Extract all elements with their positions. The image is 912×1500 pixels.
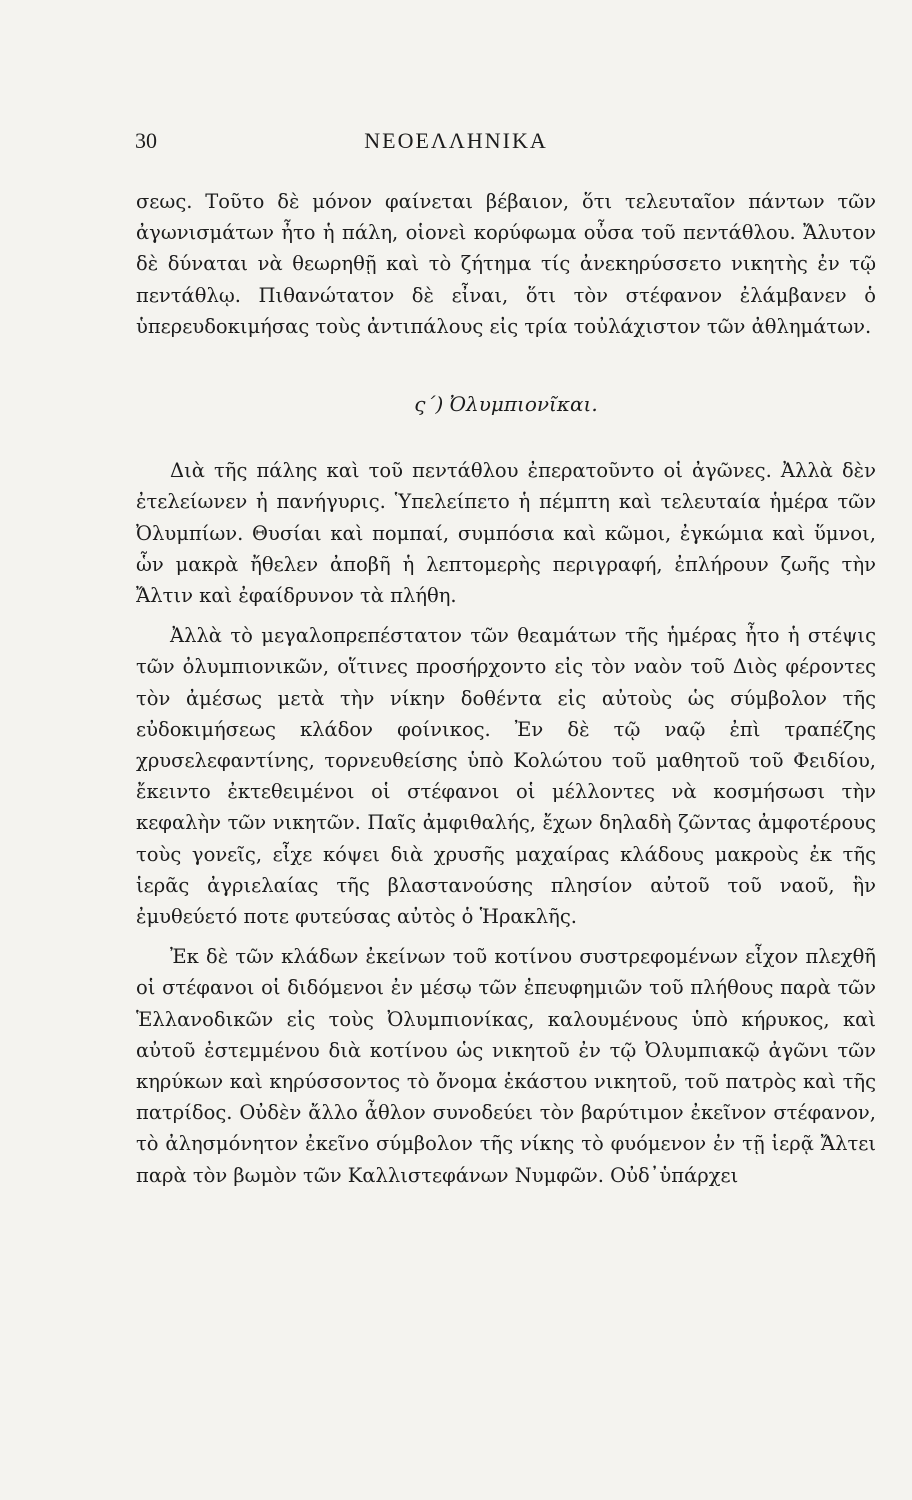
running-head — [0, 128, 912, 158]
paragraph-2: Διὰ τῆς πάλης καὶ τοῦ πεντάθλου ἐπερατοῦντο οἱ ἀγῶνες. Ἀλλὰ δὲν ἐτελείωνεν ἡ πανήγυρις. Ὑπελείπετο ἡ πέμπτη καὶ τελευταία ἡμέρα τῶν Ὀλυμπίων. Θυσίαι καὶ πομπαί, συμπόσια καὶ κῶμοι, ἐγκώμια καὶ ὕμνοι, ὧν μακρὰ ἤθελεν ἀποβῆ ἡ λεπτομερὴς περιγραφή, ἐπλήρουν ζωῆς τὴν Ἄλτιν καὶ ἐφαίδρυνον τὰ πλήθη. — [136, 459, 876, 608]
section-heading: ς΄) Ὀλυμπιονῖκαι. — [414, 392, 598, 417]
running-title: ΝΕΟΕΛΛΗΝΙΚΑ — [364, 128, 548, 153]
paragraph-1: σεως. Τοῦτο δὲ μόνον φαίνεται βέβαιον, ὅτι τελευταῖον πάντων τῶν ἀγωνισμάτων ἦτο ἡ πάλη, οἱονεὶ κορύφωμα οὖσα τοῦ πεντάθλου. Ἄλυτον δὲ δύναται νὰ θεωρηθῇ καὶ τὸ ζήτημα τίς ἀνεκηρύσσετο νικητὴς ἐν τῷ πεντάθλῳ. Πιθανώτατον δὲ εἶναι, ὅτι τὸν στέφανον ἐλάμβανεν ὁ ὑπερευδοκιμήσας τοὺς ἀντιπάλους εἰς τρία τοὐλάχιστον τῶν ἀθλημάτων. — [136, 190, 876, 338]
body-text — [136, 186, 876, 1191]
paragraph-4: Ἐκ δὲ τῶν κλάδων ἐκείνων τοῦ κοτίνου συστρεφομένων εἶχον πλεχθῆ οἱ στέφανοι οἱ διδόμενοι ἐν μέσῳ τῶν ἐπευφημιῶν τοῦ πλήθους παρὰ τῶν Ἑλλανοδικῶν εἰς τοὺς Ὀλυμπιονίκας, καλουμένους ὑπὸ κήρυκος, καὶ αὐτοῦ ἐστεμμένου διὰ κοτίνου ὡς νικητοῦ ἐν τῷ Ὀλυμπιακῷ ἀγῶνι τῶν κηρύκων καὶ κηρύσσοντος τὸ ὄνομα ἑκάστου νικητοῦ, τοῦ πατρὸς καὶ τῆς πατρίδος. Οὐδὲν ἄλλο ἆθλον συνοδεύει τὸν βαρύτιμον ἐκεῖνον στέφανον, τὸ ἀλησμόνητον ἐκεῖνο σύμβολον τῆς νίκης τὸ φυόμενον ἐν τῇ ἱερᾷ Ἄλτει παρὰ τὸν βωμὸν τῶν Καλλιστεφάνων Νυμφῶν. Οὐδ᾽ὑπάρχει — [136, 945, 876, 1187]
page-number: 30 — [135, 128, 157, 153]
paragraph-3: Ἀλλὰ τὸ μεγαλοπρεπέστατον τῶν θεαμάτων τῆς ἡμέρας ἦτο ἡ στέψις τῶν ὀλυμπιονικῶν, οἵτινες προσήρχοντο εἰς τὸν ναὸν τοῦ Διὸς φέροντες τὸν ἀμέσως μετὰ τὴν νίκην δοθέντα εἰς αὐτοὺς ὡς σύμβολον τῆς εὐδοκιμήσεως κλάδον φοίνικος. Ἐν δὲ τῷ ναῷ ἐπὶ τραπέζης χρυσελεφαντίνης, τορνευθείσης ὑπὸ Κολώτου τοῦ μαθητοῦ τοῦ Φειδίου, ἔκειντο ἐκτεθειμένοι οἱ στέφανοι οἱ μέλλοντες νὰ κοσμήσωσι τὴν κεφαλὴν τῶν νικητῶν. Παῖς ἀμφιθαλής, ἔχων δηλαδὴ ζῶντας ἀμφοτέρους τοὺς γονεῖς, εἶχε κόψει διὰ χρυσῆς μαχαίρας κλάδους μακροὺς ἐκ τῆς ἱερᾶς ἀγριελαίας τῆς βλαστανούσης πλησίον αὐτοῦ τοῦ ναοῦ, ἣν ἐμυθεύετό ποτε φυτεύσας αὐτὸς ὁ Ἡρακλῆς. — [136, 624, 876, 929]
